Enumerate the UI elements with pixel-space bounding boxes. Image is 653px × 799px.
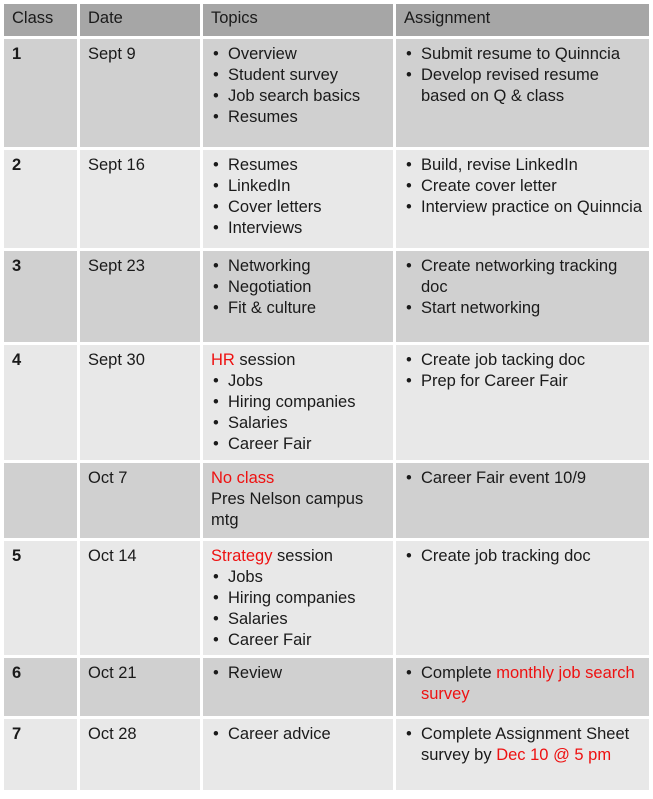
table-row bbox=[4, 251, 649, 345]
assignment-list bbox=[404, 724, 643, 766]
class-number: 4 bbox=[4, 345, 80, 463]
topic-item: • Job search basics bbox=[211, 86, 387, 107]
assignment-highlight: Dec 10 @ 5 pm bbox=[496, 746, 612, 764]
assignment-cell bbox=[396, 39, 649, 150]
assignment-item: • Build, revise LinkedIn bbox=[404, 155, 643, 176]
topics-cell bbox=[203, 719, 396, 793]
assignment-item: • Prep for Career Fair bbox=[404, 371, 643, 392]
assignment-list bbox=[404, 256, 643, 319]
topic-item: • Resumes bbox=[211, 155, 387, 176]
topic-item: • Fit & culture bbox=[211, 298, 387, 319]
topics-list bbox=[211, 567, 387, 651]
class-number bbox=[4, 463, 80, 541]
no-class-note: No class bbox=[211, 469, 275, 487]
topic-item: • Networking bbox=[211, 256, 387, 277]
class-date: Sept 9 bbox=[80, 39, 203, 150]
session-highlight: HR bbox=[211, 351, 235, 369]
assignment-cell bbox=[396, 463, 649, 541]
session-heading-rest: session bbox=[234, 351, 296, 369]
class-number: 2 bbox=[4, 150, 80, 251]
class-number: 3 bbox=[4, 251, 80, 345]
class-number: 5 bbox=[4, 541, 80, 658]
topic-item: • Negotiation bbox=[211, 277, 387, 298]
assignment-cell bbox=[396, 658, 649, 719]
class-number: 7 bbox=[4, 719, 80, 793]
table-row bbox=[4, 39, 649, 150]
class-date: Oct 21 bbox=[80, 658, 203, 719]
topic-item: • Resumes bbox=[211, 107, 387, 128]
assignment-list bbox=[404, 44, 643, 107]
topics-cell bbox=[203, 251, 396, 345]
topic-item: • Career advice bbox=[211, 724, 387, 745]
header-row bbox=[4, 4, 649, 39]
class-date: Sept 23 bbox=[80, 251, 203, 345]
session-heading-rest: session bbox=[272, 547, 333, 565]
assignment-item: • Start networking bbox=[404, 298, 643, 319]
assignment-cell bbox=[396, 541, 649, 658]
topics-cell bbox=[203, 345, 396, 463]
topics-cell bbox=[203, 541, 396, 658]
class-number: 1 bbox=[4, 39, 80, 150]
topics-list bbox=[211, 155, 387, 239]
topics-cell bbox=[203, 39, 396, 150]
topic-item: • Hiring companies bbox=[211, 588, 387, 609]
assignment-item: • Develop revised resume based on Q & class bbox=[404, 65, 643, 107]
topics-list bbox=[211, 663, 387, 684]
class-schedule-table bbox=[4, 4, 649, 793]
assignment-text: Complete bbox=[421, 664, 497, 682]
session-highlight: Strategy bbox=[211, 547, 273, 565]
class-date: Oct 7 bbox=[80, 463, 203, 541]
assignment-text: Complete Assignment Sheet survey by bbox=[421, 725, 630, 764]
topic-item: • Jobs bbox=[211, 567, 387, 588]
assignment-item: • Create job tacking doc bbox=[404, 350, 643, 371]
topics-list bbox=[211, 371, 387, 455]
topics-cell bbox=[203, 658, 396, 719]
table-row bbox=[4, 658, 649, 719]
assignment-item: • Submit resume to Quinncia bbox=[404, 44, 643, 65]
topic-item: • Hiring companies bbox=[211, 392, 387, 413]
topic-item: • Interviews bbox=[211, 218, 387, 239]
assignment-item: • Create cover letter bbox=[404, 176, 643, 197]
assignment-cell bbox=[396, 345, 649, 463]
session-heading bbox=[211, 350, 387, 371]
topic-item: • Salaries bbox=[211, 609, 387, 630]
assignment-list bbox=[404, 468, 643, 489]
header-topics: Topics bbox=[203, 4, 396, 39]
topic-item: • Overview bbox=[211, 44, 387, 65]
assignment-item bbox=[404, 724, 643, 766]
assignment-item: • Create networking tracking doc bbox=[404, 256, 643, 298]
assignment-list bbox=[404, 155, 643, 218]
topic-item: • Salaries bbox=[211, 413, 387, 434]
table-row bbox=[4, 463, 649, 541]
topic-item: • Career Fair bbox=[211, 630, 387, 651]
table-row bbox=[4, 541, 649, 658]
table-row bbox=[4, 719, 649, 793]
topic-item: • Student survey bbox=[211, 65, 387, 86]
topic-item: • LinkedIn bbox=[211, 176, 387, 197]
topic-note-text: Pres Nelson campus mtg bbox=[211, 490, 364, 529]
class-date: Oct 28 bbox=[80, 719, 203, 793]
assignment-item bbox=[404, 663, 643, 705]
topics-list bbox=[211, 256, 387, 319]
assignment-item: • Create job tracking doc bbox=[404, 546, 643, 567]
topics-list bbox=[211, 44, 387, 128]
topic-item: • Jobs bbox=[211, 371, 387, 392]
topics-cell bbox=[203, 150, 396, 251]
topic-item: • Review bbox=[211, 663, 387, 684]
assignment-cell bbox=[396, 251, 649, 345]
class-number: 6 bbox=[4, 658, 80, 719]
assignment-item: • Career Fair event 10/9 bbox=[404, 468, 643, 489]
class-date: Oct 14 bbox=[80, 541, 203, 658]
header-date: Date bbox=[80, 4, 203, 39]
class-date: Sept 16 bbox=[80, 150, 203, 251]
session-heading bbox=[211, 546, 387, 567]
header-class: Class bbox=[4, 4, 80, 39]
class-date: Sept 30 bbox=[80, 345, 203, 463]
table-row bbox=[4, 150, 649, 251]
table-row bbox=[4, 345, 649, 463]
assignment-list bbox=[404, 350, 643, 392]
assignment-item: • Interview practice on Quinncia bbox=[404, 197, 643, 218]
header-assignment: Assignment bbox=[396, 4, 649, 39]
topics-cell bbox=[203, 463, 396, 541]
assignment-highlight: monthly job search survey bbox=[421, 664, 635, 703]
topics-list bbox=[211, 724, 387, 745]
assignment-cell bbox=[396, 150, 649, 251]
topic-item: • Cover letters bbox=[211, 197, 387, 218]
topic-item: • Career Fair bbox=[211, 434, 387, 455]
assignment-cell bbox=[396, 719, 649, 793]
assignment-list bbox=[404, 546, 643, 567]
assignment-list bbox=[404, 663, 643, 705]
